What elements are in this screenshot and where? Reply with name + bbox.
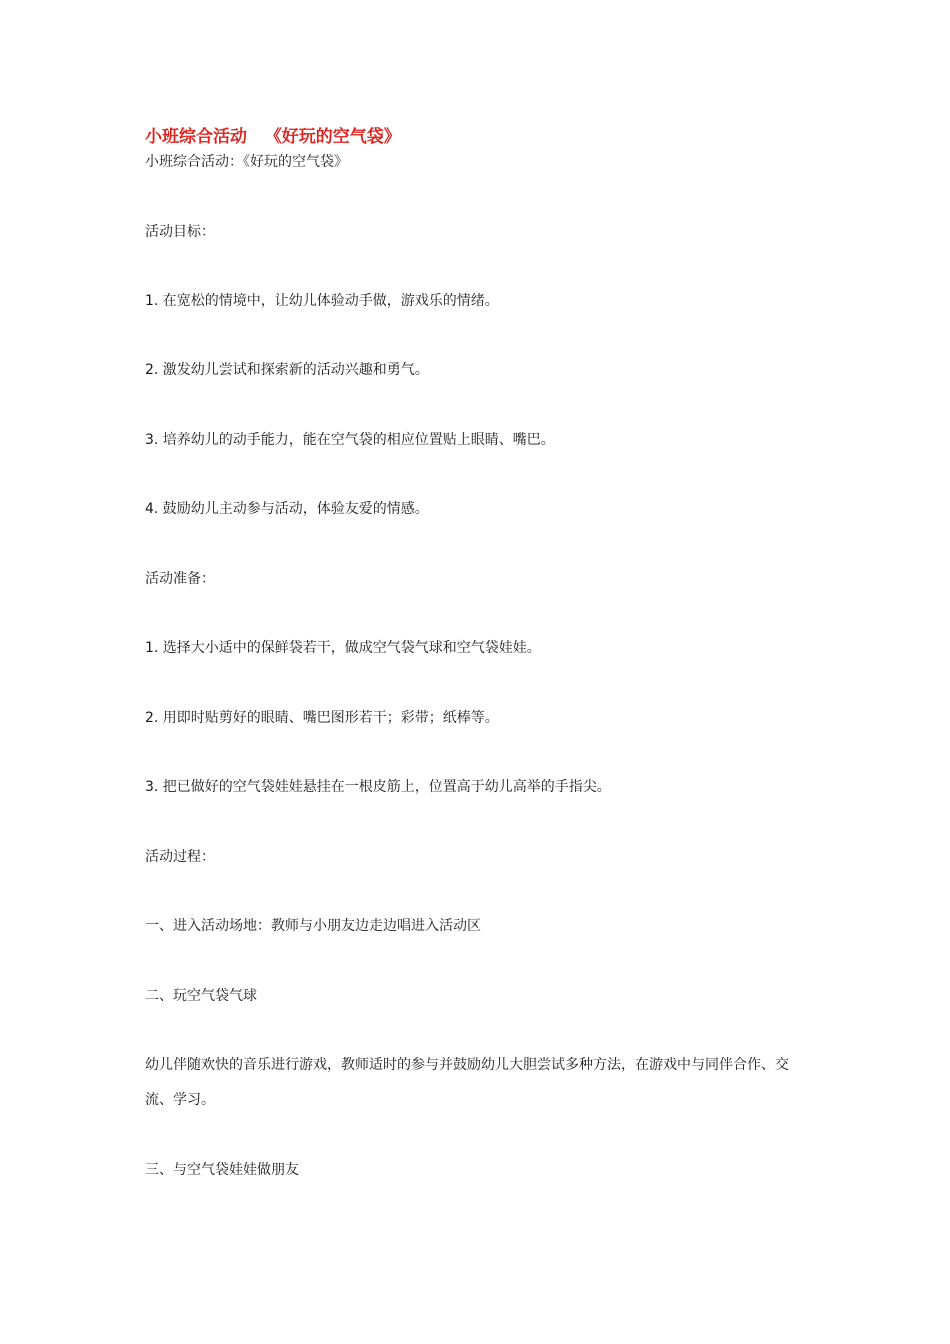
- process-step: 一、进入活动场地：教师与小朋友边走边唱进入活动区: [145, 918, 481, 934]
- prep-item: 2. 用即时贴剪好的眼睛、嘴巴图形若干；彩带；纸棒等。: [145, 710, 499, 726]
- goals-heading: 活动目标：: [145, 224, 215, 240]
- document-subtitle: 小班综合活动：《好玩的空气袋》: [145, 154, 348, 170]
- goal-item: 4. 鼓励幼儿主动参与活动，体验友爱的情感。: [145, 501, 429, 517]
- process-heading: 活动过程：: [145, 849, 215, 865]
- goal-item: 3. 培养幼儿的动手能力，能在空气袋的相应位置贴上眼睛、嘴巴。: [145, 432, 555, 448]
- goal-item: 2. 激发幼儿尝试和探索新的活动兴趣和勇气。: [145, 362, 429, 378]
- document-title: 小班综合活动 《好玩的空气袋》: [145, 127, 401, 147]
- process-step: 二、玩空气袋气球: [145, 988, 257, 1004]
- prep-heading: 活动准备：: [145, 571, 215, 587]
- prep-item: 1. 选择大小适中的保鲜袋若干，做成空气袋气球和空气袋娃娃。: [145, 640, 541, 656]
- goal-item: 1. 在宽松的情境中，让幼儿体验动手做，游戏乐的情绪。: [145, 293, 499, 309]
- process-step: 三、与空气袋娃娃做朋友: [145, 1162, 299, 1178]
- process-paragraph: 幼儿伴随欢快的音乐进行游戏，教师适时的参与并鼓励幼儿大胆尝试多种方法，在游戏中与同伴合作、交流、学习。: [145, 1057, 789, 1108]
- prep-item: 3. 把已做好的空气袋娃娃悬挂在一根皮筋上，位置高于幼儿高举的手指尖。: [145, 779, 611, 795]
